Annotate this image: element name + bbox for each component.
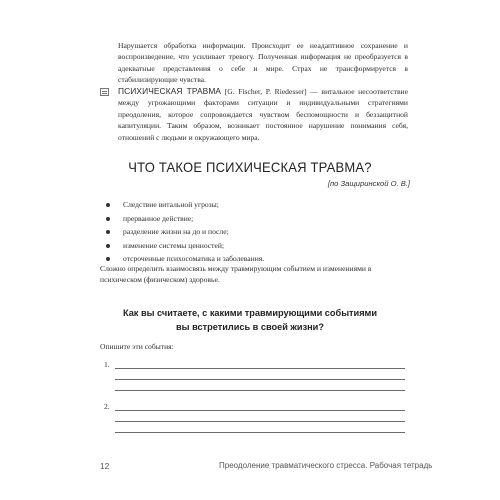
instruction-text: Опишите эти события: xyxy=(100,342,174,351)
answer-line[interactable] xyxy=(115,410,405,411)
list-item: Следствие витальной угрозы; xyxy=(106,198,264,212)
answer-number-2: 2. xyxy=(104,402,110,411)
answer-line[interactable] xyxy=(115,421,405,422)
list-item: прерванное действие; xyxy=(106,212,264,226)
definition-body: — витальное несоответствие между угрожающими факторами ситуации и индивидуальными стратегиями преодоления, которое сопровождается чувством беспомощности и беззащитной капитуляции. Таким образом, возникает постоянное нарушение понимания себя, отношений с людьми и окружающего мира. xyxy=(118,87,408,142)
bullet-icon xyxy=(106,230,110,234)
relation-paragraph: Сложно определить взаимосвязь между травмирующим событием и изменениями в психическом (физическом) здоровье. xyxy=(100,264,372,285)
definition-text xyxy=(118,86,408,143)
list-item: разделение жизни на до и после; xyxy=(106,225,264,239)
definition-book-icon xyxy=(100,88,109,96)
section-heading: ЧТО ТАКОЕ ПСИХИЧЕСКАЯ ТРАВМА? xyxy=(128,159,372,176)
question-heading xyxy=(100,306,400,334)
trauma-features-list xyxy=(106,198,264,266)
intro-paragraph: Нарушается обработка информации. Происходит ее неадаптивное сохранение и воспроизведение, что усиливает тревогу. Полученная информация не преобразуется в адекватные представления о себе и мире. Страх не трансформируется в стабилизирующие чувства. xyxy=(118,41,408,85)
bullet-icon xyxy=(106,257,110,261)
definition-term: ПСИХИЧЕСКАЯ ТРАВМА xyxy=(118,86,222,96)
question-line-2: вы встретились в своей жизни? xyxy=(176,322,324,332)
answer-line[interactable] xyxy=(115,390,405,391)
question-line-1: Как вы считаете, с какими травмирующими событиями xyxy=(122,308,378,318)
answer-line[interactable] xyxy=(115,432,405,433)
heading-byline: [по Защиринской О. В.] xyxy=(327,179,410,188)
answer-line[interactable] xyxy=(115,368,405,369)
footer-book-title: Преодоление травматического стресса. Рабочая тетрадь xyxy=(219,461,433,470)
answer-number-1: 1. xyxy=(104,360,110,369)
bullet-icon xyxy=(106,244,110,248)
answer-line[interactable] xyxy=(115,379,405,380)
bullet-icon xyxy=(106,203,110,207)
bullet-icon xyxy=(106,217,110,221)
list-item: изменение системы ценностей; xyxy=(106,239,264,253)
page-number: 12 xyxy=(100,461,110,471)
definition-source: [G. Fischer, P. Riedesser] xyxy=(221,87,307,96)
list-item: отсроченные психосоматика и заболевания. xyxy=(106,252,264,266)
definition-block xyxy=(100,86,408,143)
